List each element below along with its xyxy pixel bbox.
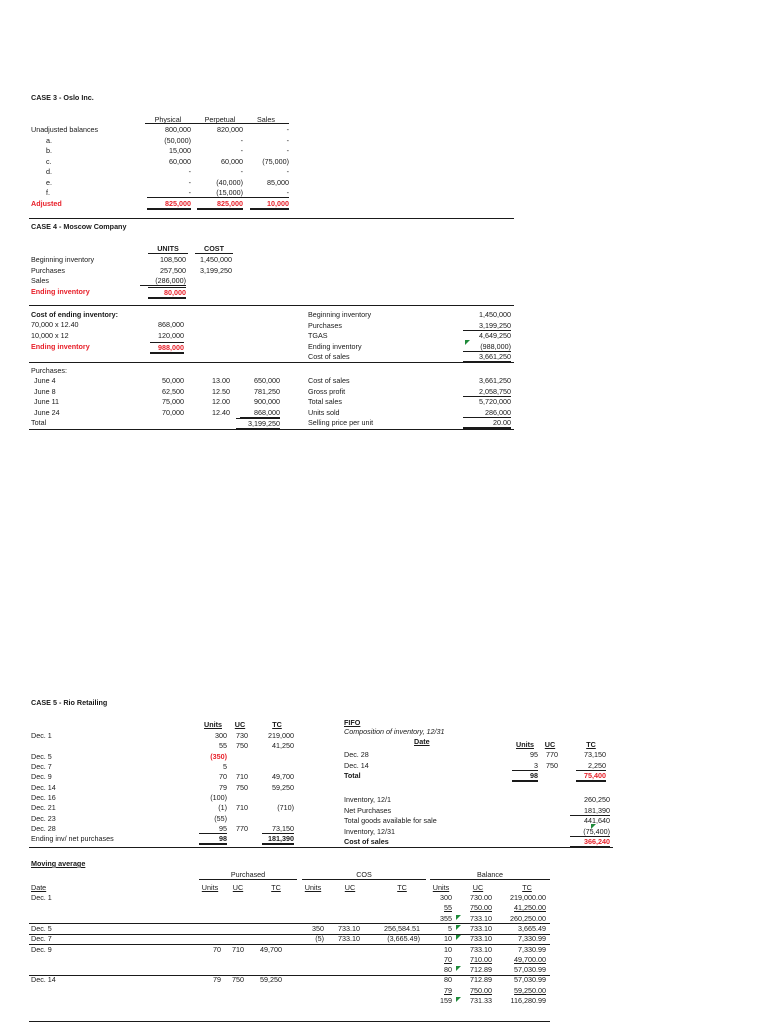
case3-row-sales: -: [286, 135, 289, 145]
ma-column-header: UC: [472, 883, 484, 892]
case4-purchases-title: Purchases:: [31, 366, 67, 375]
case3-row-label: b.: [46, 146, 52, 155]
ma-column-header: TC: [271, 883, 281, 892]
sales-summary-label: Total sales: [308, 397, 342, 406]
ma-row-balance-tc: 116,280.99: [510, 996, 546, 1005]
case5-row-units: 79: [219, 783, 227, 792]
ma-column-header: Units: [304, 883, 322, 892]
case5-row-date: Dec. 14: [31, 783, 56, 792]
case5-row-units: 70: [219, 772, 227, 781]
cost-ending-row-value: 120,000: [158, 330, 184, 340]
ma-column-header: TC: [397, 883, 407, 892]
inventory-summary-value: 3,199,250: [463, 321, 511, 331]
purchase-row-uc: 13.00: [212, 376, 230, 385]
case3-title: CASE 3 - Oslo Inc.: [31, 93, 94, 102]
sales-summary-value: 5,720,000: [479, 397, 511, 406]
inventory-summary-label: Beginning inventory: [308, 310, 372, 319]
purchase-row-date: June 24: [34, 407, 60, 417]
purchase-row-tc: 781,250: [254, 386, 280, 396]
ma-row-balance-units: 10: [444, 944, 452, 954]
ma-row-cos-uc: 733.10: [338, 934, 360, 944]
ma-row-balance-tc: 41,250.00: [514, 903, 546, 913]
case3-row-physical: -: [188, 167, 191, 176]
case3-row-physical: 800,000: [165, 125, 191, 134]
ma-column-header: UC: [232, 883, 244, 892]
ma-row-balance-tc: 57,030.99: [514, 975, 546, 985]
case5-row-date: Dec. 16: [31, 793, 56, 802]
fifo-row-date: Total: [344, 771, 361, 780]
case4-row-label: Purchases: [31, 265, 65, 275]
sales-summary-label: Gross profit: [308, 386, 346, 396]
ma-column-header: Units: [201, 883, 219, 892]
ma-row-balance-tc: 7,330.99: [518, 944, 546, 954]
cost-ending-row-label: 70,000 x 12.40: [31, 320, 79, 329]
case3-row-sales: -: [286, 125, 289, 134]
case5-row-date: Dec. 9: [31, 772, 52, 781]
case5-row-date: Dec. 5: [31, 752, 52, 761]
case3-row-label: f.: [46, 188, 50, 197]
ma-row-balance-tc: 59,250.00: [514, 985, 546, 995]
ma-row-date: Dec. 5: [31, 923, 52, 933]
case3-row-label: a.: [46, 135, 52, 145]
green-flag-icon: [456, 966, 461, 971]
fifo-row-units: 95: [530, 750, 538, 759]
case3-row-physical: -: [188, 188, 191, 197]
ma-column-header: UC: [344, 883, 356, 892]
inventory-summary-value: 4,649,250: [479, 331, 511, 340]
sales-summary-value: 3,661,250: [479, 376, 511, 385]
ma-row-balance-tc: 260,250.00: [510, 913, 546, 923]
ma-row-cos-units: 350: [312, 923, 324, 933]
case4-ending-units: 80,000: [148, 287, 186, 299]
case3-row-perpetual: -: [240, 135, 243, 145]
ma-row-balance-units: 159: [440, 996, 452, 1005]
case5-row-units: 55: [219, 741, 227, 750]
ma-row-balance-tc: 57,030.99: [514, 965, 546, 975]
fifo-subtitle: Composition of inventory, 12/31: [344, 727, 445, 736]
ma-row-balance-uc: 733.10: [470, 913, 492, 923]
fifo-summary-label: Total goods available for sale: [344, 816, 437, 825]
case5-row-uc: 770: [236, 824, 248, 833]
fifo-row-uc: 750: [546, 760, 558, 770]
case5-row-units: (350): [210, 752, 227, 761]
ma-column-header: Units: [432, 883, 450, 892]
case5-row-uc: 730: [236, 731, 248, 740]
case5-title: CASE 5 - Rio Retailing: [31, 698, 108, 707]
inventory-summary-label: Cost of sales: [308, 352, 350, 361]
ma-row-balance-uc: 710.00: [470, 954, 492, 964]
fifo-date-header: Date: [414, 737, 430, 746]
case3-row-sales: (75,000): [262, 156, 289, 166]
ma-row-cos-tc: (3,665.49): [387, 934, 420, 944]
case4-row-units: (286,000): [140, 276, 186, 286]
case5-row-date: Dec. 1: [31, 731, 52, 740]
ma-row-date: Dec. 1: [31, 893, 52, 902]
case4-cost-ending-total-label: Ending inventory: [31, 342, 90, 351]
green-flag-icon: [456, 925, 461, 930]
purchase-row-date: June 4: [34, 376, 56, 385]
case3-adjusted-label: Adjusted: [31, 199, 62, 208]
ma-row-balance-tc: 3,665.49: [518, 923, 546, 933]
purchase-row-uc: 12.00: [212, 397, 230, 406]
purchase-row-units: 70,000: [162, 407, 184, 417]
ma-row-balance-units: 80: [444, 965, 452, 975]
ma-row-balance-uc: 731.33: [470, 996, 492, 1005]
case4-ending-label: Ending inventory: [31, 287, 90, 296]
case5-row-tc: 219,000: [268, 731, 294, 740]
ma-row-balance-tc: 219,000.00: [510, 893, 546, 902]
case4-row-units: 108,500: [160, 255, 186, 264]
ma-row-balance-units: 79: [444, 985, 452, 995]
fifo-summary-value: 366,240: [570, 837, 610, 848]
ma-group-purchased: Purchased: [230, 870, 266, 879]
inventory-summary-label: Purchases: [308, 320, 342, 330]
fifo-row-tc: 73,150: [584, 750, 606, 759]
case5-row-date: Dec. 21: [31, 803, 56, 812]
case3-row-perpetual: (15,000): [216, 188, 243, 197]
sales-summary-label: Cost of sales: [308, 376, 350, 385]
case4-row-units: 257,500: [160, 265, 186, 275]
case3-row-physical: 15,000: [169, 146, 191, 155]
case5-row-tc: 49,700: [272, 772, 294, 781]
case4-row-label: Beginning inventory: [31, 255, 95, 264]
case5-row-date: Dec. 28: [31, 824, 56, 833]
purchase-row-tc: 650,000: [254, 376, 280, 385]
case5-row-units: 5: [223, 762, 227, 771]
case3-header-perpetual: Perpetual: [204, 115, 236, 124]
green-flag-icon: [456, 997, 461, 1002]
case3-header-physical: Physical: [154, 115, 182, 124]
ma-row-balance-tc: 49,700.00: [514, 954, 546, 964]
case3-row-sales: 85,000: [267, 177, 289, 187]
fifo-row-uc: 770: [546, 750, 558, 759]
case5-row-date: Ending inv/ net purchases: [31, 834, 114, 843]
cost-ending-row-value: 868,000: [158, 320, 184, 329]
case3-row-label: d.: [46, 167, 52, 176]
ma-row-balance-units: 70: [444, 954, 452, 964]
inventory-summary-label: Ending inventory: [308, 341, 362, 351]
case5-header-uc: UC: [234, 720, 246, 729]
ma-row-cos-tc: 256,584.51: [384, 923, 420, 933]
ma-row-date: Dec. 14: [31, 975, 56, 985]
ma-row-date: Dec. 9: [31, 944, 52, 954]
case5-row-tc: 73,150: [262, 824, 294, 834]
ma-row-purchased-tc: 59,250: [260, 975, 282, 985]
case5-row-uc: 710: [236, 772, 248, 781]
fifo-title: FIFO: [344, 718, 361, 727]
inventory-summary-label: TGAS: [308, 331, 328, 340]
ma-row-balance-uc: 712.89: [470, 975, 492, 985]
case5-row-tc: 41,250: [272, 741, 294, 750]
case5-row-units: (1): [218, 803, 227, 812]
case4-purchases-total-label: Total: [31, 418, 47, 427]
case3-adjusted-perpetual: 825,000: [197, 199, 243, 210]
ma-row-balance-uc: 730.00: [470, 893, 492, 902]
ma-row-balance-units: 300: [440, 893, 452, 902]
case4-row-cost: 3,199,250: [200, 265, 232, 275]
sales-summary-value: 2,058,750: [463, 387, 511, 397]
sales-summary-label: Selling price per unit: [308, 418, 374, 427]
case3-row-sales: -: [286, 188, 289, 197]
case5-row-date: Dec. 7: [31, 762, 52, 771]
ma-group-balance: Balance: [477, 870, 503, 879]
case3-row-sales: -: [286, 167, 289, 176]
case5-row-tc: (710): [277, 803, 294, 812]
case5-row-date: Dec. 23: [31, 814, 56, 823]
case3-row-sales: -: [286, 146, 289, 155]
ma-row-balance-units: 80: [444, 975, 452, 985]
ma-row-purchased-uc: 750: [232, 975, 244, 985]
case3-row-physical: -: [188, 177, 191, 187]
case5-row-uc: 750: [236, 741, 248, 750]
case3-row-perpetual: (40,000): [216, 177, 243, 187]
ma-row-balance-uc: 733.10: [470, 923, 492, 933]
inventory-summary-value: 3,661,250: [463, 352, 511, 363]
case3-row-perpetual: 60,000: [221, 156, 243, 166]
case4-cost-ending-total-value: 988,000: [150, 342, 184, 354]
case3-row-perpetual: -: [240, 146, 243, 155]
sales-summary-value: 20.00: [463, 418, 511, 429]
fifo-row-units: 98: [512, 771, 538, 782]
purchase-row-uc: 12.40: [212, 407, 230, 417]
case3-row-physical: 60,000: [169, 156, 191, 166]
ma-column-header: Date: [31, 883, 47, 892]
ma-row-purchased-units: 70: [213, 944, 221, 954]
case4-title: CASE 4 - Moscow Company: [31, 222, 127, 231]
case5-row-tc: 59,250: [272, 783, 294, 792]
purchase-row-date: June 11: [34, 397, 60, 406]
case4-cost-ending-title: Cost of ending inventory:: [31, 310, 119, 319]
case5-row-units: (100): [210, 793, 227, 802]
green-flag-icon: [591, 824, 596, 829]
purchase-row-units: 75,000: [162, 397, 184, 406]
ma-group-cos: COS: [356, 870, 372, 879]
case4-header-units: UNITS: [148, 244, 188, 254]
green-flag-icon: [465, 340, 470, 345]
inventory-summary-value: 1,450,000: [479, 310, 511, 319]
moving-average-title: Moving average: [31, 859, 86, 868]
case5-row-uc: 750: [236, 783, 248, 792]
case5-header-units: Units: [204, 720, 222, 729]
ma-row-balance-uc: 750.00: [470, 985, 492, 995]
fifo-row-tc: 2,250: [576, 761, 606, 771]
ma-row-purchased-tc: 49,700: [260, 944, 282, 954]
case4-row-label: Sales: [31, 276, 49, 285]
fifo-row-date: Dec. 28: [344, 750, 369, 759]
ma-row-balance-uc: 733.10: [470, 934, 492, 944]
green-flag-icon: [456, 915, 461, 920]
case3-header-sales: Sales: [257, 115, 275, 124]
case3-row-label: c.: [46, 156, 52, 166]
ma-row-cos-units: (5): [315, 934, 324, 944]
ma-row-balance-uc: 750.00: [470, 903, 492, 913]
ma-row-balance-uc: 712.89: [470, 965, 492, 975]
fifo-row-date: Dec. 14: [344, 760, 369, 770]
ma-row-balance-tc: 7,330.99: [518, 934, 546, 944]
purchase-row-date: June 8: [34, 386, 56, 396]
ma-row-balance-units: 355: [440, 913, 452, 923]
case3-row-perpetual: -: [240, 167, 243, 176]
fifo-header-units: Units: [516, 740, 534, 749]
sales-summary-label: Units sold: [308, 407, 340, 417]
case3-adjusted-sales: 10,000: [250, 199, 289, 210]
green-flag-icon: [456, 935, 461, 940]
ma-row-cos-uc: 733.10: [338, 923, 360, 933]
case4-purchases-total-tc: 3,199,250: [236, 418, 280, 430]
fifo-row-units: 3: [512, 761, 538, 771]
case5-row-units: 300: [215, 731, 227, 740]
case4-header-cost: COST: [195, 244, 233, 254]
case3-row-label: e.: [46, 177, 52, 187]
case3-row-label: Unadjusted balances: [31, 125, 99, 134]
fifo-summary-value: 441,640: [584, 816, 610, 825]
purchase-row-tc: 900,000: [254, 397, 280, 406]
ma-column-header: TC: [522, 883, 532, 892]
fifo-header-tc: TC: [586, 740, 596, 749]
ma-row-date: Dec. 7: [31, 934, 52, 944]
ma-row-balance-units: 5: [448, 923, 452, 933]
case5-row-units: 98: [199, 834, 227, 845]
fifo-row-tc: 75,400: [576, 771, 606, 782]
purchase-row-tc: 868,000: [240, 408, 280, 418]
ma-row-purchased-units: 79: [213, 975, 221, 985]
case5-row-tc: 181,390: [262, 834, 294, 845]
purchase-row-uc: 12.50: [212, 386, 230, 396]
purchase-row-units: 50,000: [162, 376, 184, 385]
case3-adjusted-physical: 825,000: [147, 199, 191, 210]
case4-row-cost: 1,450,000: [200, 255, 232, 264]
sales-summary-value: 286,000: [463, 408, 511, 418]
fifo-summary-label: Inventory, 12/1: [344, 795, 392, 804]
inventory-summary-value: (988,000): [463, 342, 511, 352]
fifo-summary-label: Cost of sales: [344, 837, 389, 846]
ma-row-purchased-uc: 710: [232, 944, 244, 954]
case5-row-units: 95: [199, 824, 227, 834]
ma-row-balance-units: 55: [444, 903, 452, 913]
case3-row-physical: (50,000): [164, 135, 191, 145]
fifo-header-uc: UC: [544, 740, 556, 749]
fifo-summary-label: Inventory, 12/31: [344, 826, 396, 836]
cost-ending-row-label: 10,000 x 12: [31, 330, 69, 340]
fifo-summary-value: 260,250: [584, 795, 610, 804]
fifo-summary-value: (75,400): [570, 827, 610, 837]
case5-row-units: (55): [214, 814, 227, 823]
case5-row-uc: 710: [236, 803, 248, 812]
purchase-row-units: 62,500: [162, 386, 184, 396]
ma-row-balance-units: 10: [444, 934, 452, 944]
ma-row-balance-uc: 733.10: [470, 944, 492, 954]
fifo-summary-label: Net Purchases: [344, 805, 392, 815]
case3-row-perpetual: 820,000: [217, 125, 243, 134]
case5-header-tc: TC: [272, 720, 282, 729]
fifo-summary-value: 181,390: [570, 806, 610, 816]
